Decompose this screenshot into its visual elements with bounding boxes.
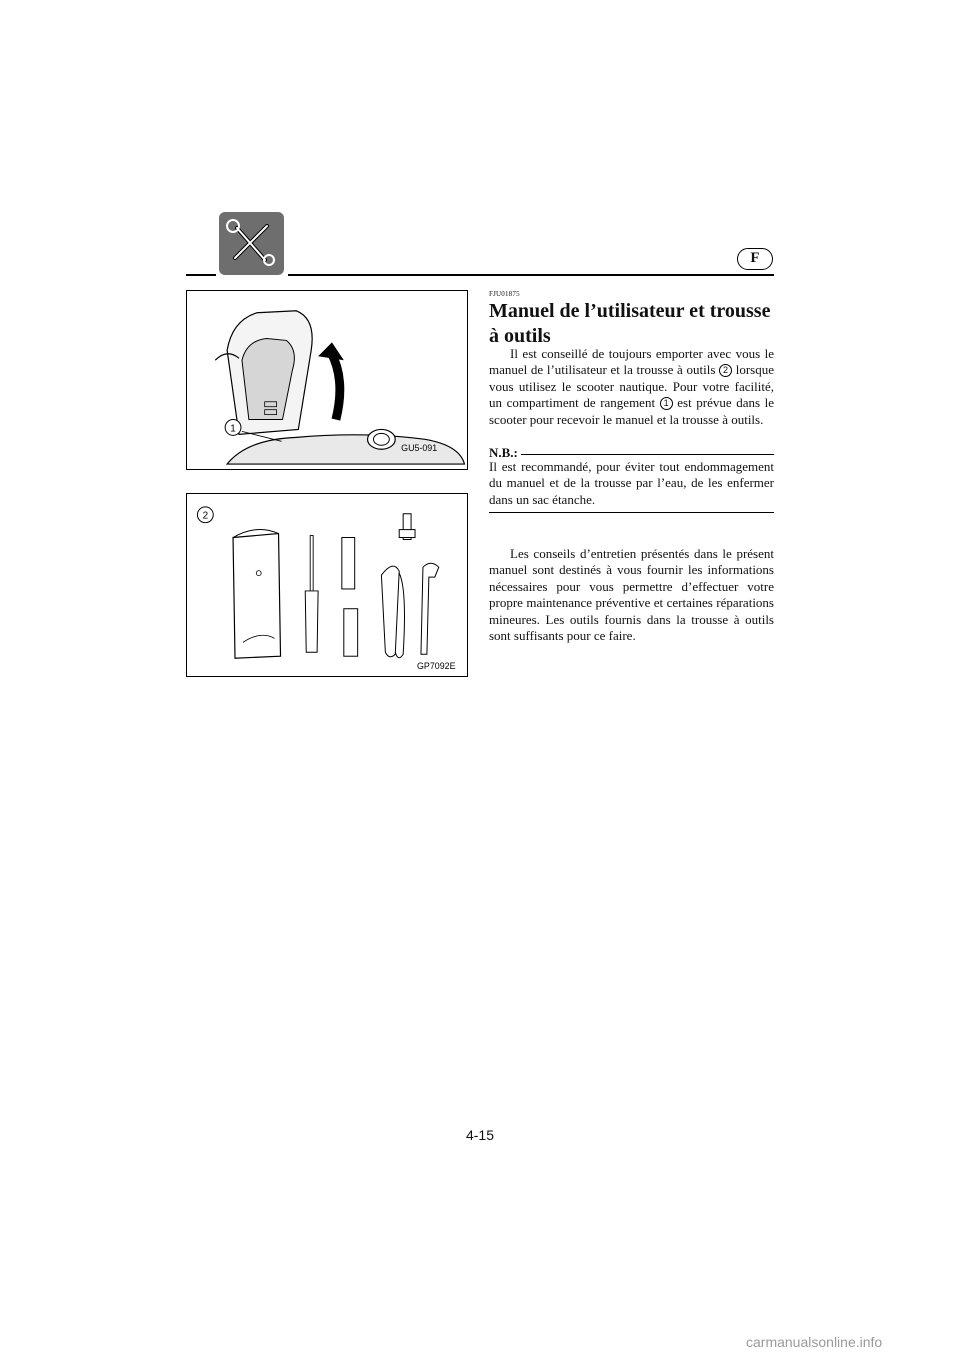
- intro-text-2: lorsque vous utilisez le scooter nautique. Pour votre facilité, un compartiment de rangement: [489, 362, 774, 411]
- page-number: 4-15: [465, 1127, 495, 1143]
- callout-ref-1: 1: [660, 397, 673, 410]
- note-rule: [521, 454, 774, 455]
- header-rule-right: [288, 274, 774, 276]
- intro-text-3: est prévue dans le scooter pour recevoir le manuel et la trousse à outils.: [489, 395, 774, 427]
- language-badge: F: [737, 248, 773, 270]
- tools-icon: [219, 212, 284, 275]
- callout-ref-2: 2: [719, 364, 732, 377]
- section-code: FJU01875: [489, 290, 520, 298]
- note-text: Il est recommandé, pour éviter tout endommagement du manuel et de la trousse par l’eau, de les enfermer dans un sac étanche.: [489, 459, 774, 507]
- figure2-code: GP7092E: [417, 661, 456, 672]
- figure2-callout: 2: [202, 510, 209, 522]
- maintenance-paragraph: Les conseils d’entretien présentés dans le présent manuel sont destinés à vous fournir les informations nécessaires pour vous permettre d’effectuer votre propre maintenance préventive et certaines réparations mineures. Les outils fournis dans la trousse à outils sont suffisants pour ce faire.: [489, 546, 774, 644]
- watermark: carmanualsonline.info: [746, 1334, 883, 1350]
- header-rule-left: [186, 274, 216, 276]
- note-label: N.B.:: [489, 445, 518, 460]
- intro-paragraph: [489, 346, 774, 428]
- figure1-callout: 1: [230, 423, 236, 435]
- tool-kit-figure: [186, 493, 468, 677]
- figure1-code: GU5-091: [401, 443, 438, 454]
- intro-text-1: Il est conseillé de toujours emporter avec vous le manuel de l’utilisateur et la trousse à outils: [489, 346, 774, 378]
- note-header: [489, 444, 774, 460]
- section-title: Manuel de l’utilisateur et trousse à outils: [489, 300, 771, 347]
- storage-compartment-figure: [186, 290, 468, 470]
- note-bottom-rule: [489, 512, 774, 513]
